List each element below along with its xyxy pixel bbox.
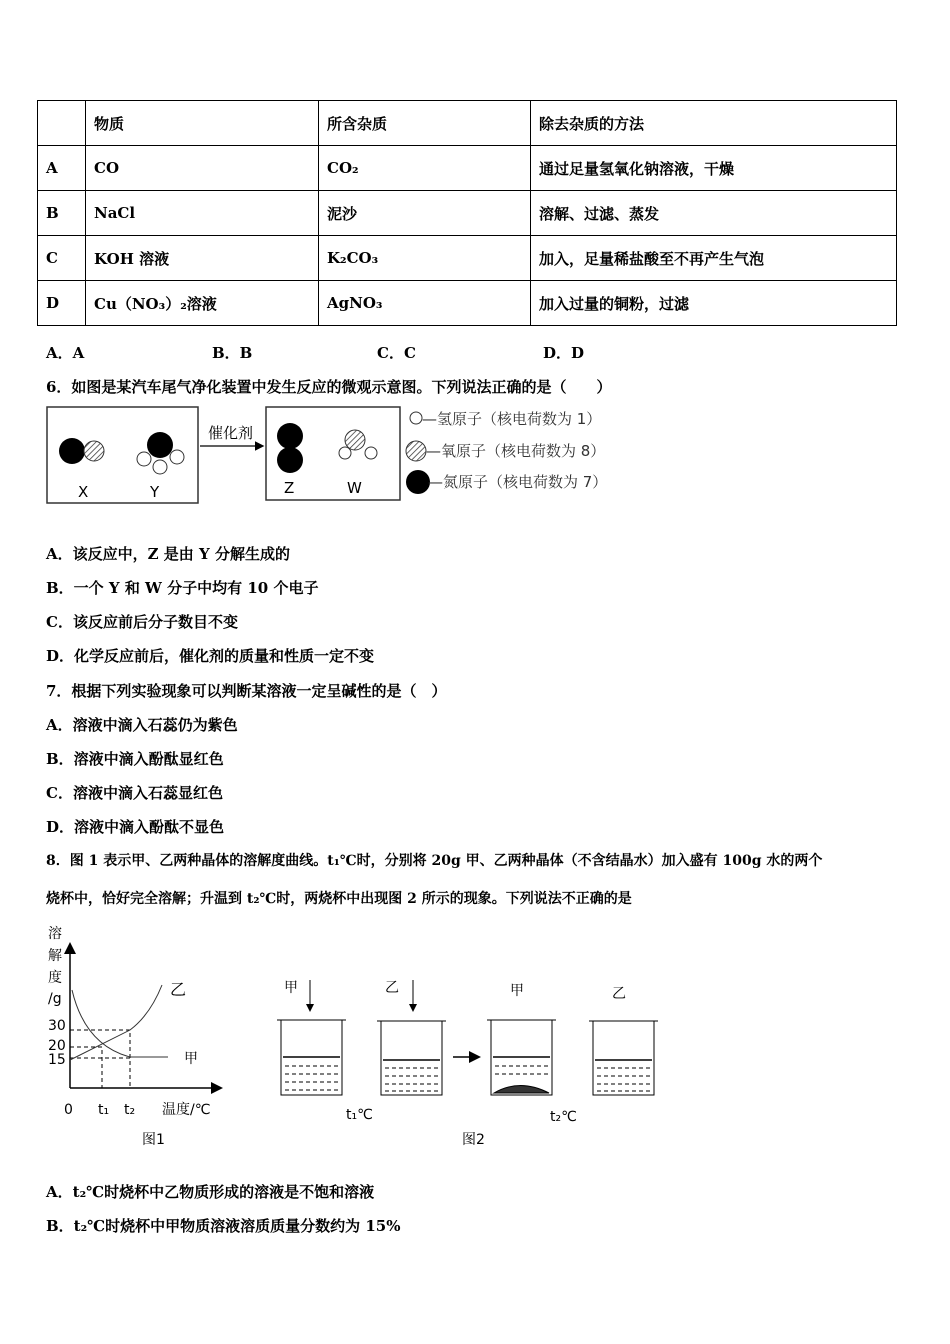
precipitate bbox=[494, 1086, 549, 1094]
q6-option-c[interactable]: C．该反应前后分子数目不变 bbox=[46, 613, 238, 631]
cell: CO₂ bbox=[319, 146, 531, 191]
hydrogen-atom bbox=[137, 452, 151, 466]
cell: D bbox=[38, 281, 86, 326]
x-axis-label: 温度/℃ bbox=[162, 1102, 211, 1118]
label-w: W bbox=[347, 479, 362, 497]
oxygen-atom bbox=[84, 441, 104, 461]
cell: 溶解、过滤、蒸发 bbox=[531, 191, 897, 236]
ytick-20: 20 bbox=[48, 1038, 66, 1054]
q8-stem-line2: 烧杯中，恰好完全溶解；升温到 t₂℃时，两烧杯中出现图 2 所示的现象。下列说法不正确的是 bbox=[46, 891, 632, 907]
beaker bbox=[277, 1020, 346, 1095]
ylabel-char: 溶 bbox=[48, 926, 62, 942]
nitrogen-legend-icon bbox=[406, 470, 430, 494]
label-y: Y bbox=[150, 483, 160, 501]
hydrogen-legend-icon bbox=[410, 412, 422, 424]
label-z: Z bbox=[284, 479, 295, 497]
cell: C bbox=[38, 236, 86, 281]
ytick-30: 30 bbox=[48, 1018, 66, 1034]
legend-oxygen: —氧原子（核电荷数为 8） bbox=[426, 442, 606, 460]
hydrogen-atom bbox=[170, 450, 184, 464]
q5-option-d[interactable]: D．D bbox=[543, 344, 585, 362]
cell: A bbox=[38, 146, 86, 191]
q7-option-c[interactable]: C．溶液中滴入石蕊显红色 bbox=[46, 784, 223, 802]
oxygen-atom bbox=[345, 430, 365, 450]
series-label-yi: 乙 bbox=[170, 980, 187, 999]
beaker-label-jia: 甲 bbox=[284, 980, 298, 996]
nitrogen-atom bbox=[277, 447, 303, 473]
beaker-label-yi: 乙 bbox=[612, 986, 626, 1002]
guide-line-20 bbox=[70, 1047, 102, 1088]
cell: 加入，足量稀盐酸至不再产生气泡 bbox=[531, 236, 897, 281]
q7-option-b[interactable]: B．溶液中滴入酚酞显红色 bbox=[46, 750, 224, 768]
cell: KOH 溶液 bbox=[86, 236, 319, 281]
header-cell: 物质 bbox=[86, 101, 319, 146]
cell: K₂CO₃ bbox=[319, 236, 531, 281]
q6-stem: 6．如图是某汽车尾气净化装置中发生反应的微观示意图。下列说法正确的是（ ） bbox=[46, 378, 612, 396]
oxygen-legend-icon bbox=[406, 441, 426, 461]
cell: 加入过量的铜粉，过滤 bbox=[531, 281, 897, 326]
q5-option-c[interactable]: C．C bbox=[377, 344, 416, 362]
q8-stem-line1: 8．图 1 表示甲、乙两种晶体的溶解度曲线。t₁℃时，分别将 20g 甲、乙两种晶体（不含结晶水）加入盛有 100g 水的两个 bbox=[46, 853, 823, 869]
q7-option-a[interactable]: A．溶液中滴入石蕊仍为紫色 bbox=[46, 716, 238, 734]
q5-option-a[interactable]: A．A bbox=[46, 344, 85, 362]
catalyst-label: 催化剂 bbox=[208, 424, 254, 442]
figure2-caption: 图2 bbox=[462, 1132, 485, 1148]
cell: B bbox=[38, 191, 86, 236]
beaker bbox=[589, 1021, 658, 1095]
beaker bbox=[377, 1021, 446, 1095]
nitrogen-atom bbox=[147, 432, 173, 458]
q7-stem: 7．根据下列实验现象可以判断某溶液一定呈碱性的是（ ） bbox=[46, 682, 447, 700]
ylabel-char: /g bbox=[48, 991, 62, 1007]
cell: 泥沙 bbox=[319, 191, 531, 236]
series-yi-curve bbox=[70, 985, 162, 1060]
nitrogen-atom bbox=[277, 423, 303, 449]
cell: AgNO₃ bbox=[319, 281, 531, 326]
temp-t2: t₂℃ bbox=[550, 1109, 577, 1125]
q6-option-d[interactable]: D．化学反应前后，催化剂的质量和性质一定不变 bbox=[46, 647, 375, 665]
ylabel-char: 度 bbox=[48, 970, 62, 986]
nitrogen-atom bbox=[59, 438, 85, 464]
cell: 通过足量氢氧化钠溶液，干燥 bbox=[531, 146, 897, 191]
cell: Cu（NO₃）₂溶液 bbox=[86, 281, 319, 326]
q6-option-b[interactable]: B．一个 Y 和 W 分子中均有 10 个电子 bbox=[46, 579, 319, 597]
xtick-t2: t₂ bbox=[124, 1102, 136, 1118]
header-cell: 所含杂质 bbox=[319, 101, 531, 146]
beaker-diagram bbox=[277, 980, 658, 1148]
temp-t1: t₁℃ bbox=[346, 1107, 373, 1123]
legend-nitrogen: —氮原子（核电荷数为 7） bbox=[428, 473, 608, 491]
q5-option-b[interactable]: B．B bbox=[212, 344, 253, 362]
hydrogen-atom bbox=[339, 447, 351, 459]
q6-option-a[interactable]: A．该反应中，Z 是由 Y 分解生成的 bbox=[46, 545, 290, 563]
beaker-label-yi: 乙 bbox=[385, 980, 399, 996]
q7-option-d[interactable]: D．溶液中滴入酚酞不显色 bbox=[46, 818, 225, 836]
ylabel-char: 解 bbox=[48, 948, 62, 964]
guide-line-30 bbox=[70, 1030, 130, 1088]
xtick-0: 0 bbox=[64, 1102, 73, 1118]
q6-reaction-diagram bbox=[47, 407, 607, 503]
hydrogen-atom bbox=[153, 460, 167, 474]
q8-option-b[interactable]: B．t₂℃时烧杯中甲物质溶液溶质质量分数约为 15% bbox=[46, 1217, 401, 1235]
ytick-15: 15 bbox=[48, 1052, 66, 1068]
label-x: X bbox=[78, 483, 89, 501]
series-label-jia: 甲 bbox=[184, 1051, 198, 1067]
beaker bbox=[487, 1020, 556, 1095]
hydrogen-atom bbox=[365, 447, 377, 459]
beaker-label-jia: 甲 bbox=[510, 983, 524, 999]
xtick-t1: t₁ bbox=[98, 1102, 110, 1118]
figure1-caption: 图1 bbox=[142, 1132, 165, 1148]
cell: NaCl bbox=[86, 191, 319, 236]
solubility-chart bbox=[48, 925, 220, 1148]
header-cell: 除去杂质的方法 bbox=[531, 101, 897, 146]
cell: CO bbox=[86, 146, 319, 191]
legend-hydrogen: —氢原子（核电荷数为 1） bbox=[422, 410, 602, 428]
q8-option-a[interactable]: A．t₂℃时烧杯中乙物质形成的溶液是不饱和溶液 bbox=[46, 1183, 375, 1201]
